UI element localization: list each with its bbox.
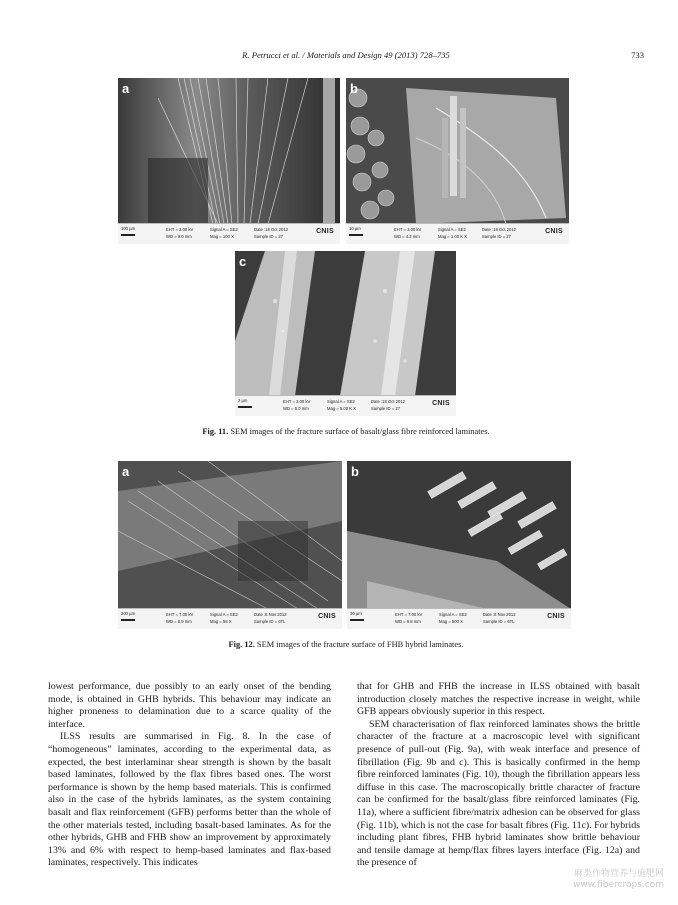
running-header [48,50,644,64]
sem-image [235,251,456,396]
sem-databar: 2 µm EHT = 3.00 kV WD = 5.0 mm Signal A = SE2 Mag = 5.00 K X Date :18 Oct 2012 Sample ID = 27 CNIS [235,395,456,416]
caption-text: SEM images of the fracture surface of FHB hybrid laminates. [256,640,464,649]
body-column-left [48,681,331,870]
sem-image [118,461,342,609]
fig11-panel-b [346,78,569,244]
watermark [573,869,664,891]
paragraph: ILSS results are summarised in Fig. 8. In the case of “homogeneous” laminates, according to the experimental data, as expected, the best interlaminar shear strength is shown by the basalt based laminates, followed by the flax fibres based ones. The worst performance is shown by the hemp based materials. This is confirmed also in the case of the hybrids laminates, as the system containing basalt and flax reinforcement (GFB) performs better than the whole of the other materials tested, including basalt-based laminates. As for the other hybrids, GHB and FHB show an improvement by approximately 13% and 6% with respect to hemp-based laminates and flax-based laminates, respectively. This indicates [48,731,331,869]
panel-letter: b [350,81,358,96]
paragraph: SEM characterisation of flax reinforced laminates shows the brittle character of the fracture at a macroscopic level with significant presence of pull-out (Fig. 9a), with weak interface and presence of fibrillation (Fig. 9b and c). This is basically confirmed in the hemp fibre reinforced laminates (Fig. 10), though the fibrillation appears less diffuse in this case. The macroscopically brittle character of fracture can be confirmed for the basalt/glass fibre reinforced laminates (Fig. 11a), where a sufficient fibre/matrix adhesion can be observed for glass (Fig. 11b), which is not the case for basalt fibres (Fig. 11c). For hybrids including plant fibres, FHB hybrid laminates show brittle behaviour and tensile damage at hemp/flax fibres layers interface (Fig. 12a) and the presence of [357,718,640,869]
sem-image [346,78,569,224]
sem-databar: 30 µm EHT = 7.00 kV WD = 9.8 mm Signal A = SE2 Mag = 500 X Date :8 Nov 2012 Sample ID = 6TL CNIS [347,608,571,629]
sem-logo: CNIS [547,613,565,620]
body-column-right [357,681,640,870]
panel-letter: c [239,254,247,269]
sem-databar: 100 µm EHT = 3.00 kV WD = 9.0 mm Signal A = SE2 Mag = 100 X Date :18 Oct 2012 Sample ID = 27 CNIS [118,223,340,244]
fig12-panel-b [347,461,571,629]
sem-databar: 200 µm EHT = 7.00 kV WD = 8.9 mm Signal A = SE2 Mag = 58 X Date :8 Nov 2012 Sample ID = 6TL CNIS [118,608,342,629]
caption-label: Fig. 12. [228,640,255,649]
scale-bar [350,619,364,621]
sem-databar: 10 µm EHT = 3.00 kV WD = 4.2 mm Signal A = SE2 Mag = 1.00 K X Date :18 Oct 2012 Sample ID = 27 CNIS [346,223,569,244]
sem-image [347,461,571,609]
fig11-panel-a [118,78,340,244]
fig11-panel-c [235,251,456,416]
scale-bar [121,234,135,236]
scale-bar [238,406,252,408]
running-title: R. Petrucci et al. / Materials and Design 49 (2013) 728–735 [242,50,450,60]
paragraph: lowest performance, due possibly to an early onset of the bending mode, is obtained in GHB hybrids. This behaviour may indicate an higher proneness to delamination due to a scarce quality of the interface. [48,681,331,730]
scale-bar [349,234,363,236]
watermark-line-1: 麻类作物营养与施肥网 [573,869,664,879]
fig12-panel-a [118,461,342,629]
fig11-caption [48,427,644,436]
sem-image [118,78,340,224]
fig12-caption [48,640,644,649]
page-number: 733 [631,50,644,60]
sem-logo: CNIS [316,228,334,235]
watermark-line-2: www.fibercrops.com [573,880,664,890]
caption-label: Fig. 11. [202,427,229,436]
panel-letter: a [122,464,130,479]
caption-text: SEM images of the fracture surface of basalt/glass fibre reinforced laminates. [230,427,490,436]
scale-bar [121,619,135,621]
sem-logo: CNIS [545,228,563,235]
panel-letter: a [122,81,130,96]
sem-logo: CNIS [318,613,336,620]
paragraph: that for GHB and FHB the increase in ILSS obtained with basalt introduction closely matches the respective increase in weight, while GFB appears obviously superior in this respect. [357,681,640,718]
sem-logo: CNIS [432,400,450,407]
panel-letter: b [351,464,359,479]
